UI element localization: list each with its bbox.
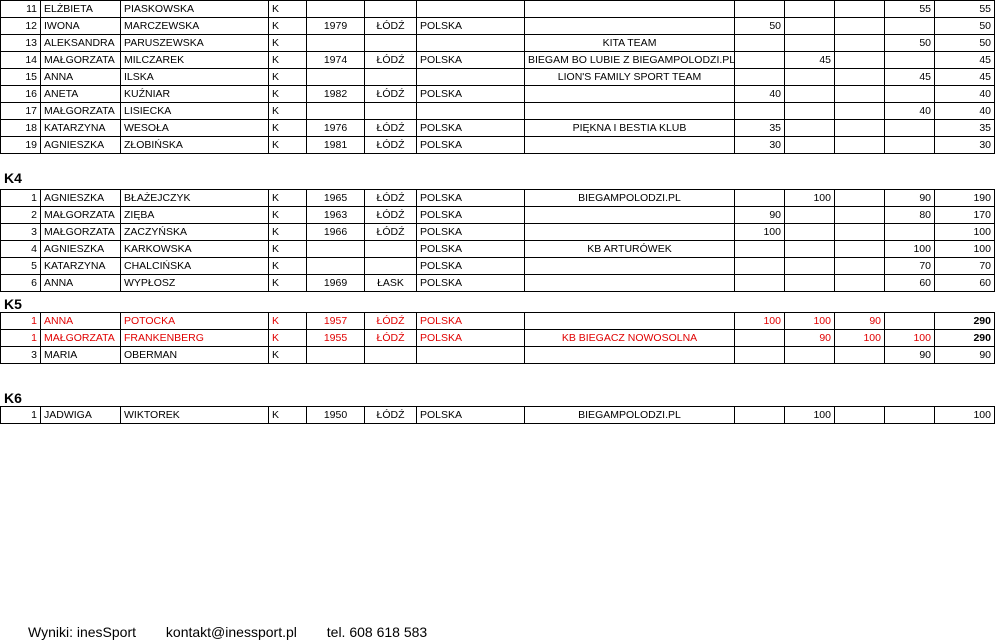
cell-r4: 100 <box>885 241 935 258</box>
cell-place: 12 <box>1 18 41 35</box>
cell-last-name: KUŹNIAR <box>121 86 269 103</box>
cell-country: POLSKA <box>417 137 525 154</box>
table-row <box>1 69 995 86</box>
cell-total: 45 <box>935 52 995 69</box>
cell-total: 50 <box>935 18 995 35</box>
cell-r4: 90 <box>885 347 935 364</box>
cell-sex: K <box>269 35 307 52</box>
table-row <box>1 241 995 258</box>
table-row <box>1 137 995 154</box>
cell-total: 35 <box>935 120 995 137</box>
cell-r2 <box>785 137 835 154</box>
cell-r3 <box>835 69 885 86</box>
cell-place: 1 <box>1 190 41 207</box>
cell-r4 <box>885 224 935 241</box>
table-row <box>1 258 995 275</box>
cell-club: BIEGAMPOLODZI.PL <box>525 190 735 207</box>
cell-r1 <box>735 190 785 207</box>
cell-r3 <box>835 190 885 207</box>
cell-last-name: FRANKENBERG <box>121 330 269 347</box>
cell-place: 19 <box>1 137 41 154</box>
cell-total: 40 <box>935 103 995 120</box>
cell-r3 <box>835 224 885 241</box>
cell-country <box>417 69 525 86</box>
cell-r4 <box>885 120 935 137</box>
cell-last-name: CHALCIŃSKA <box>121 258 269 275</box>
cell-total: 100 <box>935 224 995 241</box>
cell-r2 <box>785 241 835 258</box>
cell-club: KITA TEAM <box>525 35 735 52</box>
cell-place: 1 <box>1 407 41 424</box>
cell-r3 <box>835 1 885 18</box>
cell-r1: 100 <box>735 224 785 241</box>
cell-country: POLSKA <box>417 330 525 347</box>
cell-first-name: AGNIESZKA <box>41 241 121 258</box>
cell-first-name: ELŻBIETA <box>41 1 121 18</box>
cell-r1 <box>735 1 785 18</box>
cell-first-name: JADWIGA <box>41 407 121 424</box>
cell-country: POLSKA <box>417 258 525 275</box>
cell-first-name: ANETA <box>41 86 121 103</box>
cell-country: POLSKA <box>417 86 525 103</box>
cell-country: POLSKA <box>417 275 525 292</box>
cell-r2 <box>785 120 835 137</box>
cell-city: ŁÓDŹ <box>365 86 417 103</box>
cell-last-name: KARKOWSKA <box>121 241 269 258</box>
cell-sex: K <box>269 224 307 241</box>
cell-r1 <box>735 35 785 52</box>
cell-total: 190 <box>935 190 995 207</box>
cell-first-name: ANNA <box>41 69 121 86</box>
cell-r2: 90 <box>785 330 835 347</box>
cell-first-name: MAŁGORZATA <box>41 103 121 120</box>
cell-sex: K <box>269 69 307 86</box>
cell-place: 11 <box>1 1 41 18</box>
cell-r4: 80 <box>885 207 935 224</box>
cell-total: 50 <box>935 35 995 52</box>
cell-place: 14 <box>1 52 41 69</box>
cell-r2 <box>785 207 835 224</box>
cell-r1 <box>735 258 785 275</box>
cell-birth-year <box>307 1 365 18</box>
cell-city: ŁÓDŹ <box>365 120 417 137</box>
cell-r4 <box>885 52 935 69</box>
cell-total: 70 <box>935 258 995 275</box>
cell-total: 290 <box>935 330 995 347</box>
cell-r4 <box>885 86 935 103</box>
cell-r3 <box>835 207 885 224</box>
cell-r2 <box>785 258 835 275</box>
cell-r2: 100 <box>785 313 835 330</box>
cell-sex: K <box>269 1 307 18</box>
cell-r4: 70 <box>885 258 935 275</box>
cell-last-name: WIKTOREK <box>121 407 269 424</box>
cell-place: 3 <box>1 224 41 241</box>
cell-total: 40 <box>935 86 995 103</box>
cell-club <box>525 313 735 330</box>
cell-first-name: ANNA <box>41 313 121 330</box>
cell-city: ŁÓDŹ <box>365 137 417 154</box>
cell-r4 <box>885 407 935 424</box>
cell-r4: 45 <box>885 69 935 86</box>
footer-results-by: Wyniki: inesSport <box>28 624 137 640</box>
cell-sex: K <box>269 190 307 207</box>
cell-r2: 100 <box>785 190 835 207</box>
cell-city: ŁÓDŹ <box>365 207 417 224</box>
cell-country <box>417 35 525 52</box>
category-heading-k6: K6 <box>4 390 22 406</box>
cell-r1 <box>735 52 785 69</box>
cell-club <box>525 275 735 292</box>
cell-place: 1 <box>1 313 41 330</box>
cell-r4: 90 <box>885 190 935 207</box>
cell-sex: K <box>269 347 307 364</box>
cell-first-name: KATARZYNA <box>41 120 121 137</box>
cell-sex: K <box>269 86 307 103</box>
cell-city: ŁÓDŹ <box>365 224 417 241</box>
cell-city <box>365 35 417 52</box>
table-row <box>1 1 995 18</box>
cell-birth-year: 1979 <box>307 18 365 35</box>
cell-birth-year <box>307 103 365 120</box>
cell-club: BIEGAMPOLODZI.PL <box>525 407 735 424</box>
cell-first-name: ALEKSANDRA <box>41 35 121 52</box>
cell-country: POLSKA <box>417 224 525 241</box>
cell-last-name: WESOŁA <box>121 120 269 137</box>
cell-r1: 35 <box>735 120 785 137</box>
cell-birth-year: 1957 <box>307 313 365 330</box>
cell-last-name: MILCZAREK <box>121 52 269 69</box>
cell-first-name: MAŁGORZATA <box>41 224 121 241</box>
cell-city <box>365 103 417 120</box>
table-row <box>1 35 995 52</box>
cell-r3 <box>835 347 885 364</box>
cell-birth-year: 1976 <box>307 120 365 137</box>
cell-city: ŁASK <box>365 275 417 292</box>
results-table-k4 <box>0 189 995 292</box>
cell-first-name: MAŁGORZATA <box>41 330 121 347</box>
cell-birth-year: 1955 <box>307 330 365 347</box>
cell-r1 <box>735 241 785 258</box>
table-row <box>1 52 995 69</box>
cell-club <box>525 103 735 120</box>
cell-country <box>417 347 525 364</box>
cell-r2 <box>785 275 835 292</box>
table-row <box>1 190 995 207</box>
cell-last-name: BŁAŻEJCZYK <box>121 190 269 207</box>
cell-city: ŁÓDŹ <box>365 313 417 330</box>
cell-first-name: KATARZYNA <box>41 258 121 275</box>
cell-sex: K <box>269 407 307 424</box>
cell-r2 <box>785 86 835 103</box>
cell-last-name: POTOCKA <box>121 313 269 330</box>
cell-birth-year: 1974 <box>307 52 365 69</box>
cell-sex: K <box>269 103 307 120</box>
cell-sex: K <box>269 275 307 292</box>
cell-city: ŁÓDŹ <box>365 407 417 424</box>
cell-club <box>525 137 735 154</box>
cell-r2: 100 <box>785 407 835 424</box>
cell-r2 <box>785 35 835 52</box>
cell-club <box>525 258 735 275</box>
cell-r2 <box>785 224 835 241</box>
cell-r3 <box>835 86 885 103</box>
footer <box>28 624 453 640</box>
cell-total: 100 <box>935 241 995 258</box>
cell-r2 <box>785 1 835 18</box>
cell-city: ŁÓDŹ <box>365 52 417 69</box>
cell-sex: K <box>269 258 307 275</box>
cell-birth-year: 1981 <box>307 137 365 154</box>
cell-club: BIEGAM BO LUBIE Z BIEGAMPOLODZI.PL <box>525 52 735 69</box>
footer-phone: tel. 608 618 583 <box>326 624 428 640</box>
cell-sex: K <box>269 18 307 35</box>
cell-place: 2 <box>1 207 41 224</box>
cell-city: ŁÓDŹ <box>365 18 417 35</box>
cell-r4 <box>885 18 935 35</box>
table-row <box>1 347 995 364</box>
cell-r2 <box>785 69 835 86</box>
cell-place: 4 <box>1 241 41 258</box>
cell-country: POLSKA <box>417 241 525 258</box>
cell-birth-year: 1969 <box>307 275 365 292</box>
results-table-cont <box>0 0 995 154</box>
cell-r4: 40 <box>885 103 935 120</box>
category-heading-k5: K5 <box>4 296 22 312</box>
cell-r1 <box>735 275 785 292</box>
cell-city <box>365 347 417 364</box>
cell-club: KB ARTURÓWEK <box>525 241 735 258</box>
cell-club: LION'S FAMILY SPORT TEAM <box>525 69 735 86</box>
cell-club <box>525 18 735 35</box>
table-row <box>1 224 995 241</box>
cell-total: 90 <box>935 347 995 364</box>
cell-total: 290 <box>935 313 995 330</box>
cell-country: POLSKA <box>417 407 525 424</box>
cell-r3: 90 <box>835 313 885 330</box>
table-row <box>1 18 995 35</box>
table-row <box>1 103 995 120</box>
cell-country <box>417 103 525 120</box>
cell-birth-year <box>307 69 365 86</box>
cell-birth-year <box>307 258 365 275</box>
cell-first-name: IWONA <box>41 18 121 35</box>
cell-place: 18 <box>1 120 41 137</box>
cell-r2 <box>785 347 835 364</box>
cell-last-name: OBERMAN <box>121 347 269 364</box>
cell-r3 <box>835 137 885 154</box>
cell-place: 15 <box>1 69 41 86</box>
cell-r3 <box>835 120 885 137</box>
cell-last-name: PIASKOWSKA <box>121 1 269 18</box>
cell-r2: 45 <box>785 52 835 69</box>
cell-total: 55 <box>935 1 995 18</box>
cell-r1: 50 <box>735 18 785 35</box>
cell-city <box>365 1 417 18</box>
cell-first-name: MAŁGORZATA <box>41 52 121 69</box>
cell-city: ŁÓDŹ <box>365 190 417 207</box>
cell-city <box>365 241 417 258</box>
cell-sex: K <box>269 313 307 330</box>
cell-first-name: ANNA <box>41 275 121 292</box>
cell-r3 <box>835 103 885 120</box>
table-row <box>1 120 995 137</box>
cell-country: POLSKA <box>417 52 525 69</box>
cell-last-name: LISIECKA <box>121 103 269 120</box>
cell-place: 5 <box>1 258 41 275</box>
cell-birth-year: 1965 <box>307 190 365 207</box>
cell-place: 6 <box>1 275 41 292</box>
cell-birth-year <box>307 347 365 364</box>
cell-total: 45 <box>935 69 995 86</box>
cell-club <box>525 347 735 364</box>
cell-r1 <box>735 103 785 120</box>
cell-r4 <box>885 137 935 154</box>
cell-first-name: MAŁGORZATA <box>41 207 121 224</box>
cell-r1: 40 <box>735 86 785 103</box>
cell-sex: K <box>269 52 307 69</box>
cell-club: PIĘKNA I BESTIA KLUB <box>525 120 735 137</box>
cell-birth-year: 1966 <box>307 224 365 241</box>
cell-r3: 100 <box>835 330 885 347</box>
cell-r1 <box>735 407 785 424</box>
table-row <box>1 275 995 292</box>
results-table-k6 <box>0 406 995 424</box>
cell-r3 <box>835 407 885 424</box>
cell-r1 <box>735 69 785 86</box>
cell-r3 <box>835 241 885 258</box>
cell-club <box>525 207 735 224</box>
cell-last-name: MARCZEWSKA <box>121 18 269 35</box>
cell-total: 170 <box>935 207 995 224</box>
cell-total: 100 <box>935 407 995 424</box>
cell-place: 3 <box>1 347 41 364</box>
cell-country: POLSKA <box>417 120 525 137</box>
cell-club <box>525 86 735 103</box>
cell-place: 16 <box>1 86 41 103</box>
cell-place: 17 <box>1 103 41 120</box>
cell-total: 30 <box>935 137 995 154</box>
cell-place: 1 <box>1 330 41 347</box>
cell-country: POLSKA <box>417 190 525 207</box>
cell-r4: 100 <box>885 330 935 347</box>
cell-r3 <box>835 275 885 292</box>
cell-r2 <box>785 18 835 35</box>
cell-birth-year: 1963 <box>307 207 365 224</box>
cell-birth-year: 1950 <box>307 407 365 424</box>
footer-email-link[interactable]: kontakt@inessport.pl <box>165 624 297 640</box>
cell-last-name: WYPŁOSZ <box>121 275 269 292</box>
cell-birth-year <box>307 241 365 258</box>
cell-last-name: ZIĘBA <box>121 207 269 224</box>
cell-club: KB BIEGACZ NOWOSOLNA <box>525 330 735 347</box>
cell-country: POLSKA <box>417 18 525 35</box>
cell-r1: 100 <box>735 313 785 330</box>
category-heading-k4: K4 <box>4 170 22 186</box>
cell-r1: 90 <box>735 207 785 224</box>
cell-r3 <box>835 52 885 69</box>
cell-city <box>365 258 417 275</box>
cell-r1 <box>735 347 785 364</box>
cell-place: 13 <box>1 35 41 52</box>
cell-first-name: MARIA <box>41 347 121 364</box>
table-row <box>1 407 995 424</box>
cell-sex: K <box>269 207 307 224</box>
cell-city <box>365 69 417 86</box>
cell-last-name: ZACZYŃSKA <box>121 224 269 241</box>
cell-r1 <box>735 330 785 347</box>
cell-sex: K <box>269 241 307 258</box>
cell-sex: K <box>269 120 307 137</box>
cell-r1: 30 <box>735 137 785 154</box>
cell-last-name: ZŁOBIŃSKA <box>121 137 269 154</box>
cell-country: POLSKA <box>417 313 525 330</box>
table-row <box>1 86 995 103</box>
cell-r4 <box>885 313 935 330</box>
cell-r3 <box>835 35 885 52</box>
results-table-k5 <box>0 312 995 364</box>
cell-birth-year: 1982 <box>307 86 365 103</box>
cell-r4: 60 <box>885 275 935 292</box>
table-row <box>1 207 995 224</box>
cell-first-name: AGNIESZKA <box>41 137 121 154</box>
cell-country <box>417 1 525 18</box>
cell-r4: 55 <box>885 1 935 18</box>
table-row <box>1 330 995 347</box>
cell-r4: 50 <box>885 35 935 52</box>
cell-total: 60 <box>935 275 995 292</box>
cell-city: ŁÓDŹ <box>365 330 417 347</box>
cell-r3 <box>835 258 885 275</box>
cell-first-name: AGNIESZKA <box>41 190 121 207</box>
cell-r3 <box>835 18 885 35</box>
table-row <box>1 313 995 330</box>
cell-club <box>525 1 735 18</box>
cell-sex: K <box>269 137 307 154</box>
cell-birth-year <box>307 35 365 52</box>
cell-club <box>525 224 735 241</box>
cell-sex: K <box>269 330 307 347</box>
cell-last-name: ILSKA <box>121 69 269 86</box>
cell-last-name: PARUSZEWSKA <box>121 35 269 52</box>
cell-r2 <box>785 103 835 120</box>
cell-country: POLSKA <box>417 207 525 224</box>
